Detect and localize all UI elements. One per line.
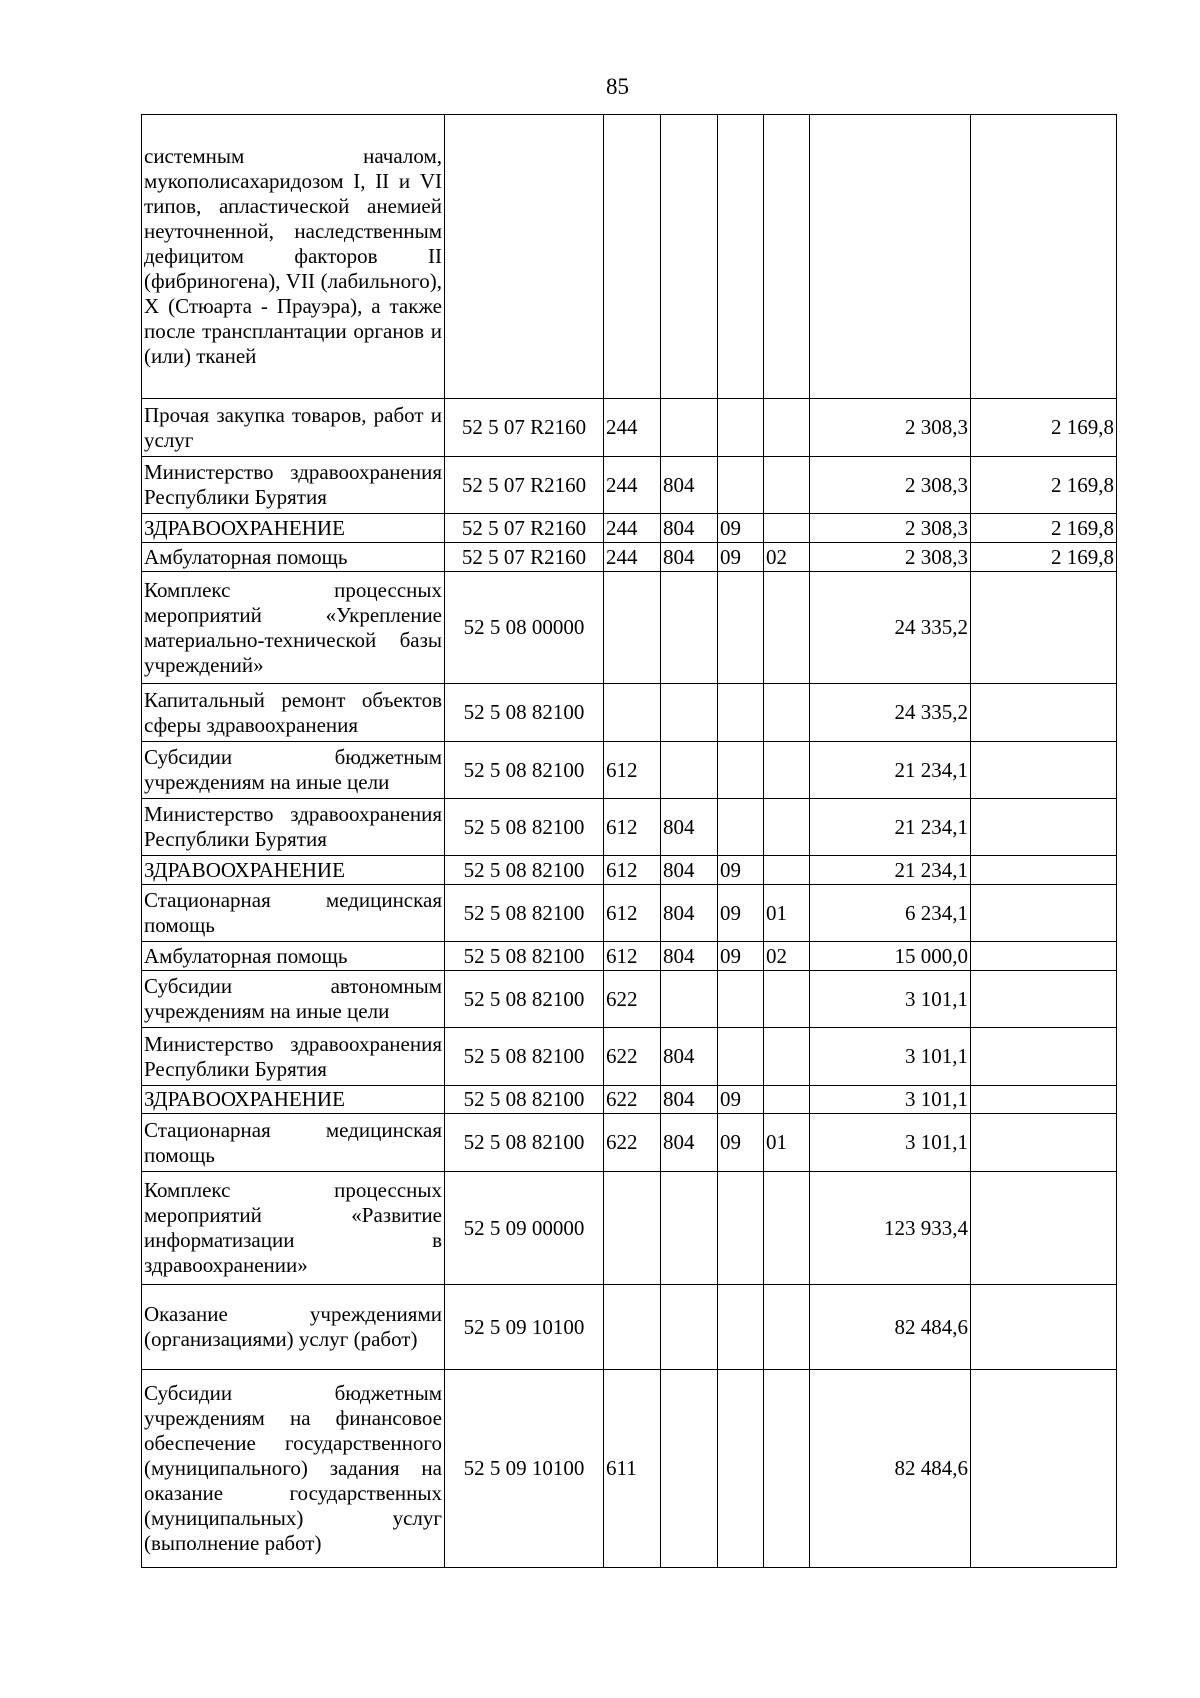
row-pr [764, 684, 810, 742]
row-rz [718, 742, 764, 799]
row-sum-2 [971, 684, 1117, 742]
row-name: Оказание учреждениями (организациями) услуг (работ) [142, 1285, 445, 1370]
row-kvr: 612 [604, 856, 661, 885]
row-rz [718, 1285, 764, 1370]
row-grbs [661, 572, 718, 684]
table-row [142, 399, 1117, 457]
row-name: Министерство здравоохранения Республики Бурятия [142, 799, 445, 856]
row-sum-2: 2 169,8 [971, 457, 1117, 514]
row-sum-2 [971, 856, 1117, 885]
row-rz: 09 [718, 543, 764, 572]
row-pr [764, 742, 810, 799]
table-row [142, 457, 1117, 514]
row-rz [718, 971, 764, 1028]
row-code: 52 5 08 82100 [445, 799, 604, 856]
row-pr [764, 572, 810, 684]
row-grbs: 804 [661, 856, 718, 885]
table-row [142, 543, 1117, 572]
row-kvr: 244 [604, 399, 661, 457]
row-rz [718, 1370, 764, 1568]
row-grbs [661, 742, 718, 799]
row-code: 52 5 08 82100 [445, 1086, 604, 1114]
row-sum-2 [971, 1114, 1117, 1172]
row-pr: 01 [764, 885, 810, 942]
row-kvr: 612 [604, 742, 661, 799]
table-row [142, 115, 1117, 399]
row-kvr: 622 [604, 1086, 661, 1114]
row-sum-1: 15 000,0 [810, 942, 971, 971]
row-pr [764, 1172, 810, 1285]
row-sum-1: 123 933,4 [810, 1172, 971, 1285]
table-row [142, 1172, 1117, 1285]
row-grbs [661, 971, 718, 1028]
row-pr [764, 1285, 810, 1370]
row-sum-1: 21 234,1 [810, 856, 971, 885]
row-pr: 01 [764, 1114, 810, 1172]
row-sum-1: 2 308,3 [810, 543, 971, 572]
table-row [142, 1028, 1117, 1086]
row-name: Стационарная медицинская помощь [142, 1114, 445, 1172]
row-sum-1: 24 335,2 [810, 572, 971, 684]
row-rz: 09 [718, 885, 764, 942]
row-rz: 09 [718, 514, 764, 543]
row-name: Прочая закупка товаров, работ и услуг [142, 399, 445, 457]
row-name: Капитальный ремонт объектов сферы здравоохранения [142, 684, 445, 742]
row-code: 52 5 08 82100 [445, 856, 604, 885]
row-sum-1: 21 234,1 [810, 799, 971, 856]
row-pr [764, 399, 810, 457]
row-rz: 09 [718, 1114, 764, 1172]
row-kvr: 622 [604, 1028, 661, 1086]
row-sum-1: 24 335,2 [810, 684, 971, 742]
row-sum-2 [971, 1172, 1117, 1285]
table-row [142, 1114, 1117, 1172]
row-grbs: 804 [661, 942, 718, 971]
row-code: 52 5 08 82100 [445, 1028, 604, 1086]
row-sum-1: 3 101,1 [810, 1028, 971, 1086]
row-name: Стационарная медицинская помощь [142, 885, 445, 942]
table-row [142, 572, 1117, 684]
row-pr [764, 514, 810, 543]
row-name: ЗДРАВООХРАНЕНИЕ [142, 856, 445, 885]
row-kvr [604, 1285, 661, 1370]
table-row [142, 1086, 1117, 1114]
row-sum-2: 2 169,8 [971, 514, 1117, 543]
row-grbs: 804 [661, 457, 718, 514]
page-number: 85 [606, 74, 629, 99]
row-code: 52 5 07 R2160 [445, 514, 604, 543]
row-sum-1: 2 308,3 [810, 399, 971, 457]
row-pr [764, 457, 810, 514]
row-pr: 02 [764, 942, 810, 971]
row-grbs: 804 [661, 514, 718, 543]
row-grbs: 804 [661, 885, 718, 942]
row-pr [764, 971, 810, 1028]
row-code: 52 5 08 82100 [445, 1114, 604, 1172]
row-rz: 09 [718, 1086, 764, 1114]
row-sum-2 [971, 572, 1117, 684]
row-grbs [661, 1285, 718, 1370]
row-name: Амбулаторная помощь [142, 942, 445, 971]
table-row [142, 1285, 1117, 1370]
table-row [142, 942, 1117, 971]
row-rz [718, 572, 764, 684]
row-grbs: 804 [661, 543, 718, 572]
row-grbs [661, 115, 718, 399]
row-sum-1 [810, 115, 971, 399]
row-rz [718, 115, 764, 399]
table-row [142, 971, 1117, 1028]
row-kvr: 244 [604, 457, 661, 514]
row-sum-2 [971, 1086, 1117, 1114]
row-name: Министерство здравоохранения Республики Бурятия [142, 1028, 445, 1086]
row-rz [718, 684, 764, 742]
row-name: Субсидии автономным учреждениям на иные цели [142, 971, 445, 1028]
row-code: 52 5 08 82100 [445, 942, 604, 971]
row-name: ЗДРАВООХРАНЕНИЕ [142, 1086, 445, 1114]
row-pr [764, 799, 810, 856]
row-pr [764, 856, 810, 885]
row-sum-1: 21 234,1 [810, 742, 971, 799]
row-pr [764, 1028, 810, 1086]
row-pr [764, 1370, 810, 1568]
row-sum-2: 2 169,8 [971, 543, 1117, 572]
row-sum-1: 3 101,1 [810, 1086, 971, 1114]
row-grbs: 804 [661, 799, 718, 856]
row-name: Субсидии бюджетным учреждениям на иные цели [142, 742, 445, 799]
row-kvr: 611 [604, 1370, 661, 1568]
row-kvr: 612 [604, 799, 661, 856]
row-rz: 09 [718, 942, 764, 971]
budget-table [141, 114, 1117, 1568]
row-kvr [604, 1172, 661, 1285]
row-kvr [604, 684, 661, 742]
row-sum-1: 82 484,6 [810, 1370, 971, 1568]
row-sum-2 [971, 799, 1117, 856]
row-kvr: 244 [604, 514, 661, 543]
row-sum-1: 2 308,3 [810, 514, 971, 543]
row-code: 52 5 07 R2160 [445, 543, 604, 572]
row-sum-1: 82 484,6 [810, 1285, 971, 1370]
row-rz [718, 457, 764, 514]
row-kvr [604, 572, 661, 684]
row-code: 52 5 09 00000 [445, 1172, 604, 1285]
table-row [142, 799, 1117, 856]
row-grbs [661, 1370, 718, 1568]
row-code: 52 5 08 82100 [445, 742, 604, 799]
row-rz [718, 799, 764, 856]
row-name: Комплекс процессных мероприятий «Развитие информатизации в здравоохранении» [142, 1172, 445, 1285]
row-pr [764, 1086, 810, 1114]
row-grbs: 804 [661, 1114, 718, 1172]
row-code: 52 5 08 82100 [445, 885, 604, 942]
row-rz [718, 399, 764, 457]
row-code: 52 5 09 10100 [445, 1370, 604, 1568]
row-rz: 09 [718, 856, 764, 885]
row-kvr: 622 [604, 1114, 661, 1172]
row-grbs [661, 1172, 718, 1285]
row-kvr: 244 [604, 543, 661, 572]
row-code: 52 5 08 82100 [445, 684, 604, 742]
row-grbs [661, 399, 718, 457]
row-kvr: 612 [604, 942, 661, 971]
row-code: 52 5 07 R2160 [445, 457, 604, 514]
row-name: ЗДРАВООХРАНЕНИЕ [142, 514, 445, 543]
row-rz [718, 1028, 764, 1086]
row-sum-2 [971, 115, 1117, 399]
row-rz [718, 1172, 764, 1285]
row-sum-2 [971, 1285, 1117, 1370]
row-kvr [604, 115, 661, 399]
row-sum-1: 2 308,3 [810, 457, 971, 514]
row-grbs: 804 [661, 1086, 718, 1114]
row-sum-2 [971, 885, 1117, 942]
row-pr [764, 115, 810, 399]
table-row [142, 1370, 1117, 1568]
row-sum-2: 2 169,8 [971, 399, 1117, 457]
row-name: Комплекс процессных мероприятий «Укрепление материально-технической базы учреждений» [142, 572, 445, 684]
row-sum-2 [971, 971, 1117, 1028]
row-code: 52 5 09 10100 [445, 1285, 604, 1370]
row-sum-2 [971, 1370, 1117, 1568]
row-sum-2 [971, 942, 1117, 971]
row-sum-1: 6 234,1 [810, 885, 971, 942]
table-row [142, 684, 1117, 742]
table-row [142, 885, 1117, 942]
row-code [445, 115, 604, 399]
row-grbs [661, 684, 718, 742]
row-name: Министерство здравоохранения Республики Бурятия [142, 457, 445, 514]
table-row [142, 514, 1117, 543]
row-code: 52 5 08 82100 [445, 971, 604, 1028]
row-code: 52 5 07 R2160 [445, 399, 604, 457]
row-sum-1: 3 101,1 [810, 1114, 971, 1172]
row-sum-1: 3 101,1 [810, 971, 971, 1028]
row-name: Субсидии бюджетным учреждениям на финансовое обеспечение государственного (муниципального) задания на оказание государственных (муниципальных) услуг (выполнение работ) [142, 1370, 445, 1568]
row-pr: 02 [764, 543, 810, 572]
table-row [142, 742, 1117, 799]
row-name: системным началом, мукополисахаридозом I, II и VI типов, апластической анемией неуточненной, наследственным дефицитом факторов II (фибриногена), VII (лабильного), X (Стюарта - Прауэра), а также после трансплантации органов и (или) тканей [142, 115, 445, 399]
row-code: 52 5 08 00000 [445, 572, 604, 684]
row-kvr: 612 [604, 885, 661, 942]
row-sum-2 [971, 1028, 1117, 1086]
table-row [142, 856, 1117, 885]
row-kvr: 622 [604, 971, 661, 1028]
row-grbs: 804 [661, 1028, 718, 1086]
row-sum-2 [971, 742, 1117, 799]
row-name: Амбулаторная помощь [142, 543, 445, 572]
